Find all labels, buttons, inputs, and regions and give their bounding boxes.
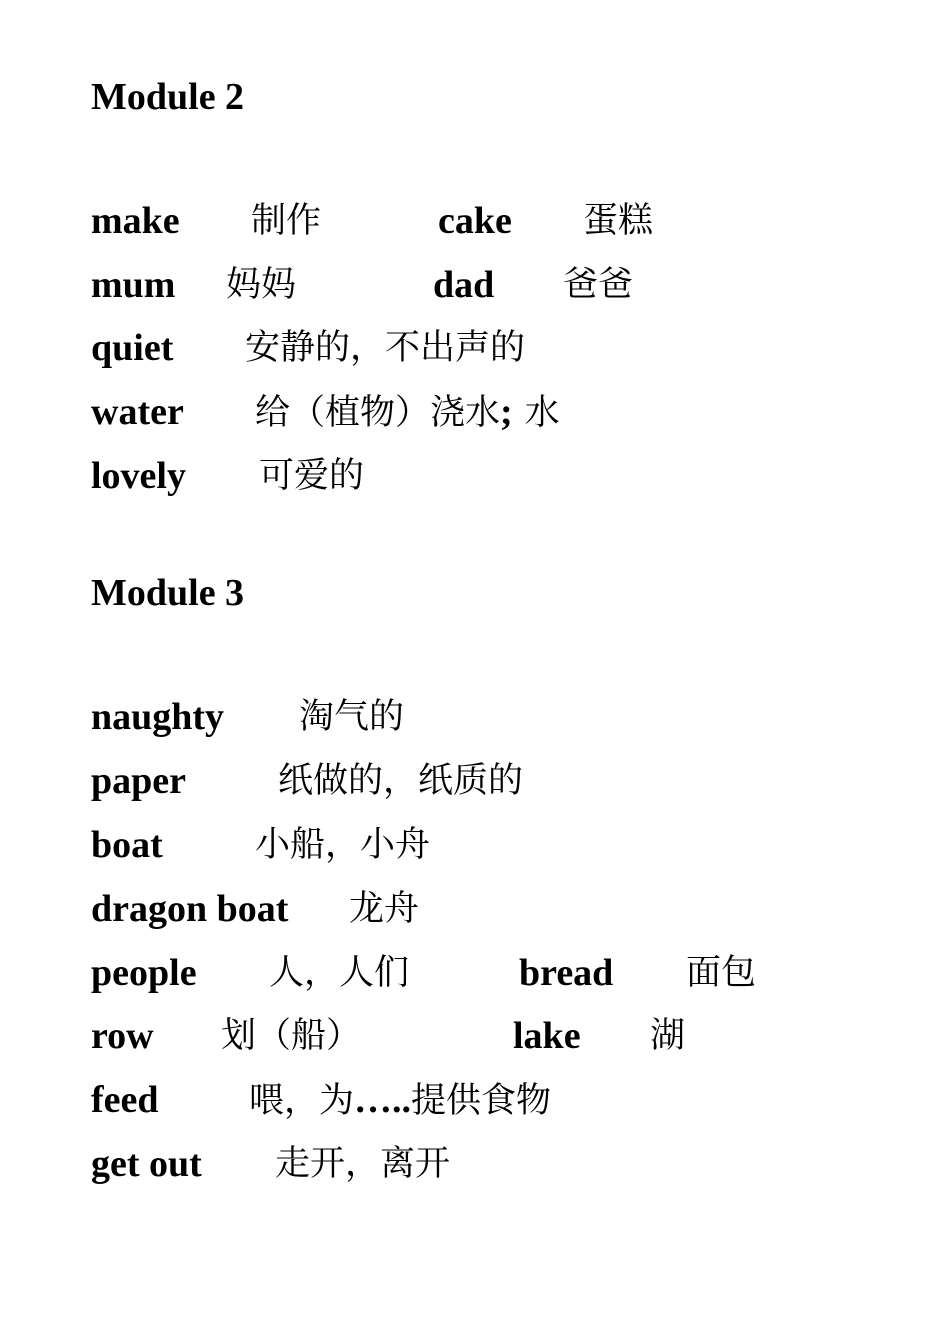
- vocab-meaning: 面包: [686, 953, 757, 993]
- vocab-row: [0, 884, 950, 934]
- vocab-word: naughty: [91, 696, 225, 738]
- vocab-row: [0, 1011, 950, 1061]
- vocab-row: [0, 1139, 950, 1189]
- vocab-word: cake: [438, 200, 512, 242]
- vocab-meaning: 龙舟: [349, 889, 420, 929]
- vocab-row: [0, 323, 950, 373]
- vocab-row: [0, 820, 950, 870]
- vocab-word: people: [91, 952, 197, 994]
- vocab-meaning: 爸爸: [563, 265, 634, 305]
- vocab-meaning: 安静的，不出声的: [245, 328, 526, 368]
- vocab-row: [0, 387, 950, 437]
- vocab-word: dragon boat: [91, 888, 289, 930]
- vocab-meaning: 喂，为…..提供食物: [249, 1079, 552, 1121]
- vocab-word: lovely: [91, 455, 186, 497]
- vocab-row: [0, 451, 950, 501]
- vocab-meaning: 制作: [251, 201, 322, 241]
- vocab-meaning: 给（植物）浇水; 水: [255, 391, 560, 433]
- vocab-word: get out: [91, 1143, 202, 1185]
- vocab-meaning: 可爱的: [259, 456, 365, 496]
- vocab-word: mum: [91, 264, 176, 306]
- vocab-word: lake: [513, 1015, 581, 1057]
- vocab-word: bread: [519, 952, 614, 994]
- vocab-meaning: 人，人们: [269, 953, 410, 993]
- module-3-heading: Module 3: [91, 572, 245, 614]
- vocab-row: [0, 692, 950, 742]
- vocab-word: feed: [91, 1079, 159, 1121]
- vocab-meaning: 走开，离开: [275, 1144, 451, 1184]
- vocab-meaning: 纸做的，纸质的: [278, 761, 524, 801]
- vocab-meaning: 湖: [650, 1016, 686, 1056]
- vocab-word: paper: [91, 760, 186, 802]
- vocab-row: [0, 196, 950, 246]
- vocab-row: [0, 948, 950, 998]
- vocab-meaning: 淘气的: [299, 697, 405, 737]
- vocab-meaning: 小船，小舟: [255, 825, 431, 865]
- module-2-heading: Module 2: [91, 76, 245, 118]
- vocab-row: [0, 756, 950, 806]
- vocab-meaning: 划（船）: [221, 1016, 362, 1056]
- vocab-word: water: [91, 391, 184, 433]
- vocab-word: row: [91, 1015, 154, 1057]
- vocab-word: make: [91, 200, 180, 242]
- vocab-row: [0, 1075, 950, 1125]
- vocab-word: dad: [433, 264, 495, 306]
- vocab-meaning: 蛋糕: [583, 201, 654, 241]
- vocab-word: quiet: [91, 327, 174, 369]
- vocab-meaning: 妈妈: [226, 265, 297, 305]
- vocab-word: boat: [91, 824, 163, 866]
- vocab-row: [0, 260, 950, 310]
